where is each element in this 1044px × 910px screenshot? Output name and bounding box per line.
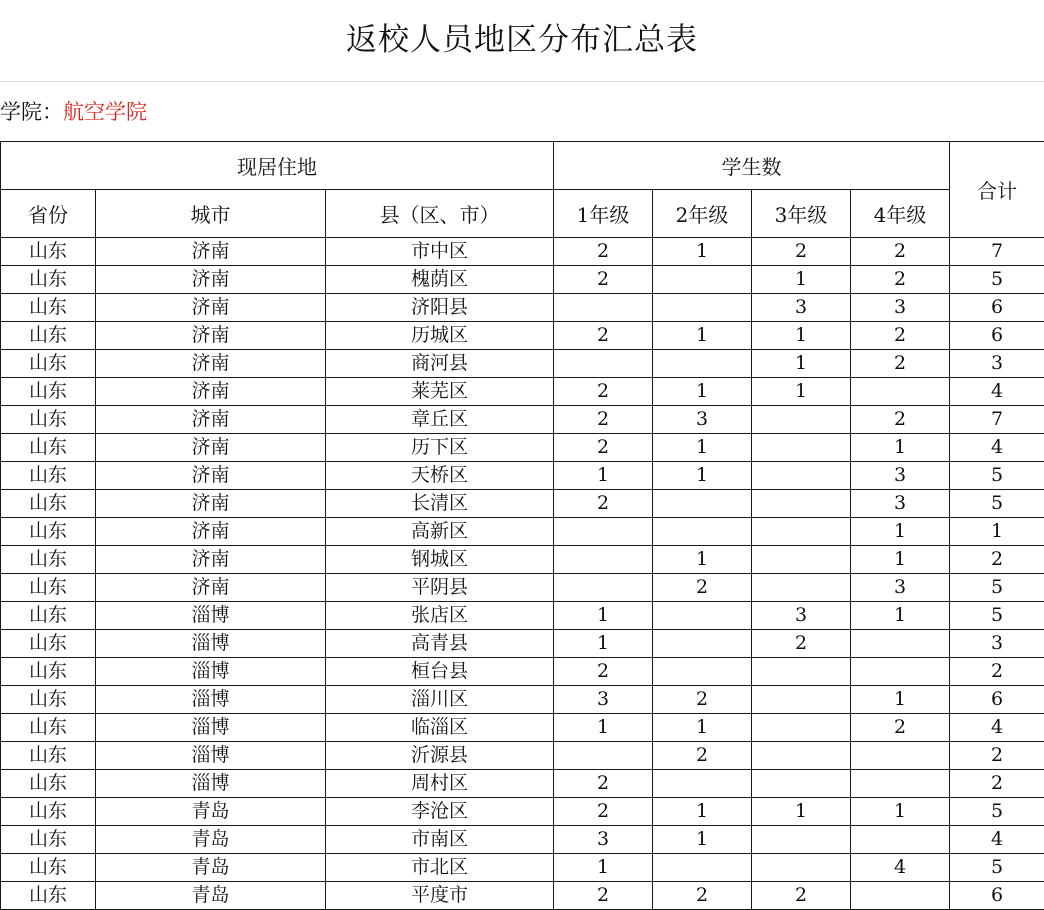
grade-1-cell: 2 xyxy=(554,378,653,406)
distribution-table xyxy=(0,141,1044,910)
grade-3-cell: 1 xyxy=(752,350,851,378)
grade-3-cell: 3 xyxy=(752,602,851,630)
total-cell: 7 xyxy=(950,238,1044,266)
title-divider xyxy=(0,81,1044,82)
city-cell: 济南 xyxy=(96,434,326,462)
college-line xyxy=(0,98,147,126)
table-row xyxy=(1,490,1044,518)
county-cell: 长清区 xyxy=(326,490,554,518)
grade-4-cell: 3 xyxy=(851,294,950,322)
province-cell: 山东 xyxy=(1,574,96,602)
grade-4-cell xyxy=(851,742,950,770)
city-cell: 淄博 xyxy=(96,742,326,770)
table-body xyxy=(1,238,1044,910)
county-cell: 天桥区 xyxy=(326,462,554,490)
county-cell: 李沧区 xyxy=(326,798,554,826)
county-cell: 历城区 xyxy=(326,322,554,350)
grade-2-cell: 2 xyxy=(653,742,752,770)
grade-4-cell: 1 xyxy=(851,686,950,714)
city-cell: 济南 xyxy=(96,378,326,406)
grade-3-cell xyxy=(752,518,851,546)
grade-1-cell: 2 xyxy=(554,490,653,518)
grade-4-cell xyxy=(851,882,950,910)
header-grade-2: 2年级 xyxy=(653,190,752,238)
province-cell: 山东 xyxy=(1,490,96,518)
grade-3-cell: 1 xyxy=(752,322,851,350)
grade-1-cell xyxy=(554,742,653,770)
grade-2-cell: 1 xyxy=(653,462,752,490)
province-cell: 山东 xyxy=(1,882,96,910)
grade-4-cell xyxy=(851,378,950,406)
province-cell: 山东 xyxy=(1,462,96,490)
province-cell: 山东 xyxy=(1,742,96,770)
county-cell: 槐荫区 xyxy=(326,266,554,294)
table-row xyxy=(1,322,1044,350)
grade-2-cell xyxy=(653,518,752,546)
grade-3-cell: 1 xyxy=(752,798,851,826)
total-cell: 5 xyxy=(950,490,1044,518)
total-cell: 5 xyxy=(950,798,1044,826)
college-label: 学院： xyxy=(0,100,63,124)
city-cell: 淄博 xyxy=(96,714,326,742)
county-cell: 沂源县 xyxy=(326,742,554,770)
total-cell: 3 xyxy=(950,350,1044,378)
grade-1-cell xyxy=(554,574,653,602)
grade-4-cell: 2 xyxy=(851,714,950,742)
grade-4-cell: 4 xyxy=(851,854,950,882)
grade-3-cell xyxy=(752,714,851,742)
city-cell: 济南 xyxy=(96,406,326,434)
grade-1-cell xyxy=(554,350,653,378)
grade-2-cell xyxy=(653,294,752,322)
province-cell: 山东 xyxy=(1,630,96,658)
table-row xyxy=(1,658,1044,686)
grade-3-cell xyxy=(752,490,851,518)
county-cell: 市南区 xyxy=(326,826,554,854)
grade-2-cell xyxy=(653,602,752,630)
county-cell: 济阳县 xyxy=(326,294,554,322)
table-row xyxy=(1,434,1044,462)
table-row xyxy=(1,406,1044,434)
grade-2-cell xyxy=(653,630,752,658)
county-cell: 临淄区 xyxy=(326,714,554,742)
table-row xyxy=(1,854,1044,882)
total-cell: 6 xyxy=(950,882,1044,910)
grade-3-cell xyxy=(752,854,851,882)
grade-4-cell xyxy=(851,826,950,854)
grade-4-cell xyxy=(851,630,950,658)
county-cell: 淄川区 xyxy=(326,686,554,714)
grade-4-cell: 2 xyxy=(851,406,950,434)
grade-1-cell: 1 xyxy=(554,462,653,490)
table-row xyxy=(1,714,1044,742)
grade-2-cell: 1 xyxy=(653,434,752,462)
grade-4-cell: 2 xyxy=(851,266,950,294)
grade-3-cell xyxy=(752,546,851,574)
grade-4-cell: 3 xyxy=(851,490,950,518)
table-row xyxy=(1,546,1044,574)
grade-1-cell: 2 xyxy=(554,322,653,350)
grade-3-cell: 2 xyxy=(752,238,851,266)
total-cell: 2 xyxy=(950,770,1044,798)
grade-2-cell: 2 xyxy=(653,882,752,910)
province-cell: 山东 xyxy=(1,826,96,854)
grade-1-cell: 2 xyxy=(554,266,653,294)
province-cell: 山东 xyxy=(1,322,96,350)
grade-3-cell xyxy=(752,406,851,434)
grade-3-cell: 2 xyxy=(752,882,851,910)
grade-3-cell: 1 xyxy=(752,378,851,406)
total-cell: 6 xyxy=(950,322,1044,350)
county-cell: 市中区 xyxy=(326,238,554,266)
province-cell: 山东 xyxy=(1,602,96,630)
total-cell: 6 xyxy=(950,686,1044,714)
total-cell: 4 xyxy=(950,434,1044,462)
city-cell: 青岛 xyxy=(96,854,326,882)
county-cell: 市北区 xyxy=(326,854,554,882)
grade-1-cell: 2 xyxy=(554,770,653,798)
city-cell: 青岛 xyxy=(96,826,326,854)
county-cell: 钢城区 xyxy=(326,546,554,574)
grade-2-cell: 1 xyxy=(653,714,752,742)
county-cell: 历下区 xyxy=(326,434,554,462)
grade-1-cell: 2 xyxy=(554,798,653,826)
table-row xyxy=(1,742,1044,770)
county-cell: 章丘区 xyxy=(326,406,554,434)
city-cell: 济南 xyxy=(96,322,326,350)
header-grade-3: 3年级 xyxy=(752,190,851,238)
grade-2-cell: 1 xyxy=(653,826,752,854)
grade-3-cell xyxy=(752,434,851,462)
grade-2-cell xyxy=(653,770,752,798)
total-cell: 2 xyxy=(950,742,1044,770)
total-cell: 3 xyxy=(950,630,1044,658)
grade-1-cell xyxy=(554,546,653,574)
total-cell: 4 xyxy=(950,826,1044,854)
grade-3-cell xyxy=(752,742,851,770)
province-cell: 山东 xyxy=(1,798,96,826)
grade-1-cell: 1 xyxy=(554,714,653,742)
grade-2-cell xyxy=(653,658,752,686)
province-cell: 山东 xyxy=(1,518,96,546)
city-cell: 淄博 xyxy=(96,770,326,798)
grade-2-cell: 1 xyxy=(653,798,752,826)
table-row xyxy=(1,602,1044,630)
grade-4-cell: 1 xyxy=(851,602,950,630)
grade-1-cell: 2 xyxy=(554,434,653,462)
total-cell: 5 xyxy=(950,462,1044,490)
table-row xyxy=(1,686,1044,714)
province-cell: 山东 xyxy=(1,714,96,742)
grade-3-cell xyxy=(752,770,851,798)
province-cell: 山东 xyxy=(1,686,96,714)
county-cell: 周村区 xyxy=(326,770,554,798)
city-cell: 济南 xyxy=(96,294,326,322)
province-cell: 山东 xyxy=(1,294,96,322)
grade-3-cell: 3 xyxy=(752,294,851,322)
page-title: 返校人员地区分布汇总表 xyxy=(0,16,1044,64)
grade-4-cell: 2 xyxy=(851,350,950,378)
grade-1-cell: 3 xyxy=(554,686,653,714)
grade-2-cell xyxy=(653,266,752,294)
total-cell: 5 xyxy=(950,602,1044,630)
grade-4-cell xyxy=(851,658,950,686)
header-students: 学生数 xyxy=(554,142,950,190)
total-cell: 2 xyxy=(950,546,1044,574)
header-city: 城市 xyxy=(96,190,326,238)
total-cell: 6 xyxy=(950,294,1044,322)
grade-1-cell xyxy=(554,294,653,322)
grade-3-cell xyxy=(752,658,851,686)
grade-1-cell: 1 xyxy=(554,630,653,658)
city-cell: 青岛 xyxy=(96,882,326,910)
city-cell: 济南 xyxy=(96,574,326,602)
province-cell: 山东 xyxy=(1,266,96,294)
grade-3-cell xyxy=(752,462,851,490)
grade-1-cell: 1 xyxy=(554,602,653,630)
grade-3-cell: 2 xyxy=(752,630,851,658)
table-row xyxy=(1,350,1044,378)
province-cell: 山东 xyxy=(1,406,96,434)
header-total: 合计 xyxy=(950,142,1044,238)
province-cell: 山东 xyxy=(1,546,96,574)
province-cell: 山东 xyxy=(1,350,96,378)
header-province: 省份 xyxy=(1,190,96,238)
grade-3-cell xyxy=(752,574,851,602)
grade-4-cell: 1 xyxy=(851,518,950,546)
table-row xyxy=(1,294,1044,322)
table-row xyxy=(1,826,1044,854)
city-cell: 济南 xyxy=(96,350,326,378)
grade-4-cell: 1 xyxy=(851,798,950,826)
grade-2-cell: 3 xyxy=(653,406,752,434)
total-cell: 5 xyxy=(950,574,1044,602)
grade-1-cell xyxy=(554,518,653,546)
grade-3-cell: 1 xyxy=(752,266,851,294)
grade-1-cell: 3 xyxy=(554,826,653,854)
grade-1-cell: 2 xyxy=(554,882,653,910)
header-residence: 现居住地 xyxy=(1,142,554,190)
county-cell: 高青县 xyxy=(326,630,554,658)
province-cell: 山东 xyxy=(1,434,96,462)
grade-4-cell: 1 xyxy=(851,546,950,574)
table-row xyxy=(1,238,1044,266)
city-cell: 青岛 xyxy=(96,798,326,826)
province-cell: 山东 xyxy=(1,658,96,686)
county-cell: 莱芜区 xyxy=(326,378,554,406)
grade-1-cell: 2 xyxy=(554,658,653,686)
county-cell: 平阴县 xyxy=(326,574,554,602)
city-cell: 淄博 xyxy=(96,602,326,630)
table-row xyxy=(1,630,1044,658)
grade-4-cell: 3 xyxy=(851,574,950,602)
grade-2-cell: 1 xyxy=(653,378,752,406)
city-cell: 淄博 xyxy=(96,658,326,686)
table-row xyxy=(1,882,1044,910)
total-cell: 4 xyxy=(950,378,1044,406)
header-grade-1: 1年级 xyxy=(554,190,653,238)
header-grade-4: 4年级 xyxy=(851,190,950,238)
grade-2-cell: 1 xyxy=(653,238,752,266)
grade-2-cell: 1 xyxy=(653,322,752,350)
total-cell: 1 xyxy=(950,518,1044,546)
city-cell: 济南 xyxy=(96,546,326,574)
province-cell: 山东 xyxy=(1,854,96,882)
grade-2-cell xyxy=(653,854,752,882)
table-row xyxy=(1,574,1044,602)
total-cell: 7 xyxy=(950,406,1044,434)
header-row-columns xyxy=(1,190,1044,238)
city-cell: 济南 xyxy=(96,462,326,490)
grade-2-cell: 2 xyxy=(653,574,752,602)
city-cell: 济南 xyxy=(96,518,326,546)
grade-4-cell: 2 xyxy=(851,322,950,350)
header-row-group xyxy=(1,142,1044,190)
table-row xyxy=(1,266,1044,294)
college-name: 航空学院 xyxy=(63,100,147,124)
grade-4-cell: 1 xyxy=(851,434,950,462)
county-cell: 商河县 xyxy=(326,350,554,378)
table-row xyxy=(1,798,1044,826)
table-row xyxy=(1,518,1044,546)
city-cell: 淄博 xyxy=(96,630,326,658)
grade-2-cell xyxy=(653,350,752,378)
table-row xyxy=(1,462,1044,490)
city-cell: 济南 xyxy=(96,490,326,518)
city-cell: 济南 xyxy=(96,266,326,294)
grade-4-cell xyxy=(851,770,950,798)
grade-1-cell: 1 xyxy=(554,854,653,882)
grade-2-cell: 2 xyxy=(653,686,752,714)
grade-3-cell xyxy=(752,686,851,714)
header-county: 县（区、市） xyxy=(326,190,554,238)
county-cell: 平度市 xyxy=(326,882,554,910)
province-cell: 山东 xyxy=(1,238,96,266)
total-cell: 2 xyxy=(950,658,1044,686)
province-cell: 山东 xyxy=(1,378,96,406)
total-cell: 5 xyxy=(950,854,1044,882)
city-cell: 济南 xyxy=(96,238,326,266)
table-row xyxy=(1,378,1044,406)
grade-1-cell: 2 xyxy=(554,406,653,434)
grade-2-cell: 1 xyxy=(653,546,752,574)
county-cell: 高新区 xyxy=(326,518,554,546)
grade-3-cell xyxy=(752,826,851,854)
county-cell: 桓台县 xyxy=(326,658,554,686)
table-row xyxy=(1,770,1044,798)
total-cell: 5 xyxy=(950,266,1044,294)
total-cell: 4 xyxy=(950,714,1044,742)
city-cell: 淄博 xyxy=(96,686,326,714)
grade-2-cell xyxy=(653,490,752,518)
province-cell: 山东 xyxy=(1,770,96,798)
grade-1-cell: 2 xyxy=(554,238,653,266)
county-cell: 张店区 xyxy=(326,602,554,630)
grade-4-cell: 3 xyxy=(851,462,950,490)
grade-4-cell: 2 xyxy=(851,238,950,266)
